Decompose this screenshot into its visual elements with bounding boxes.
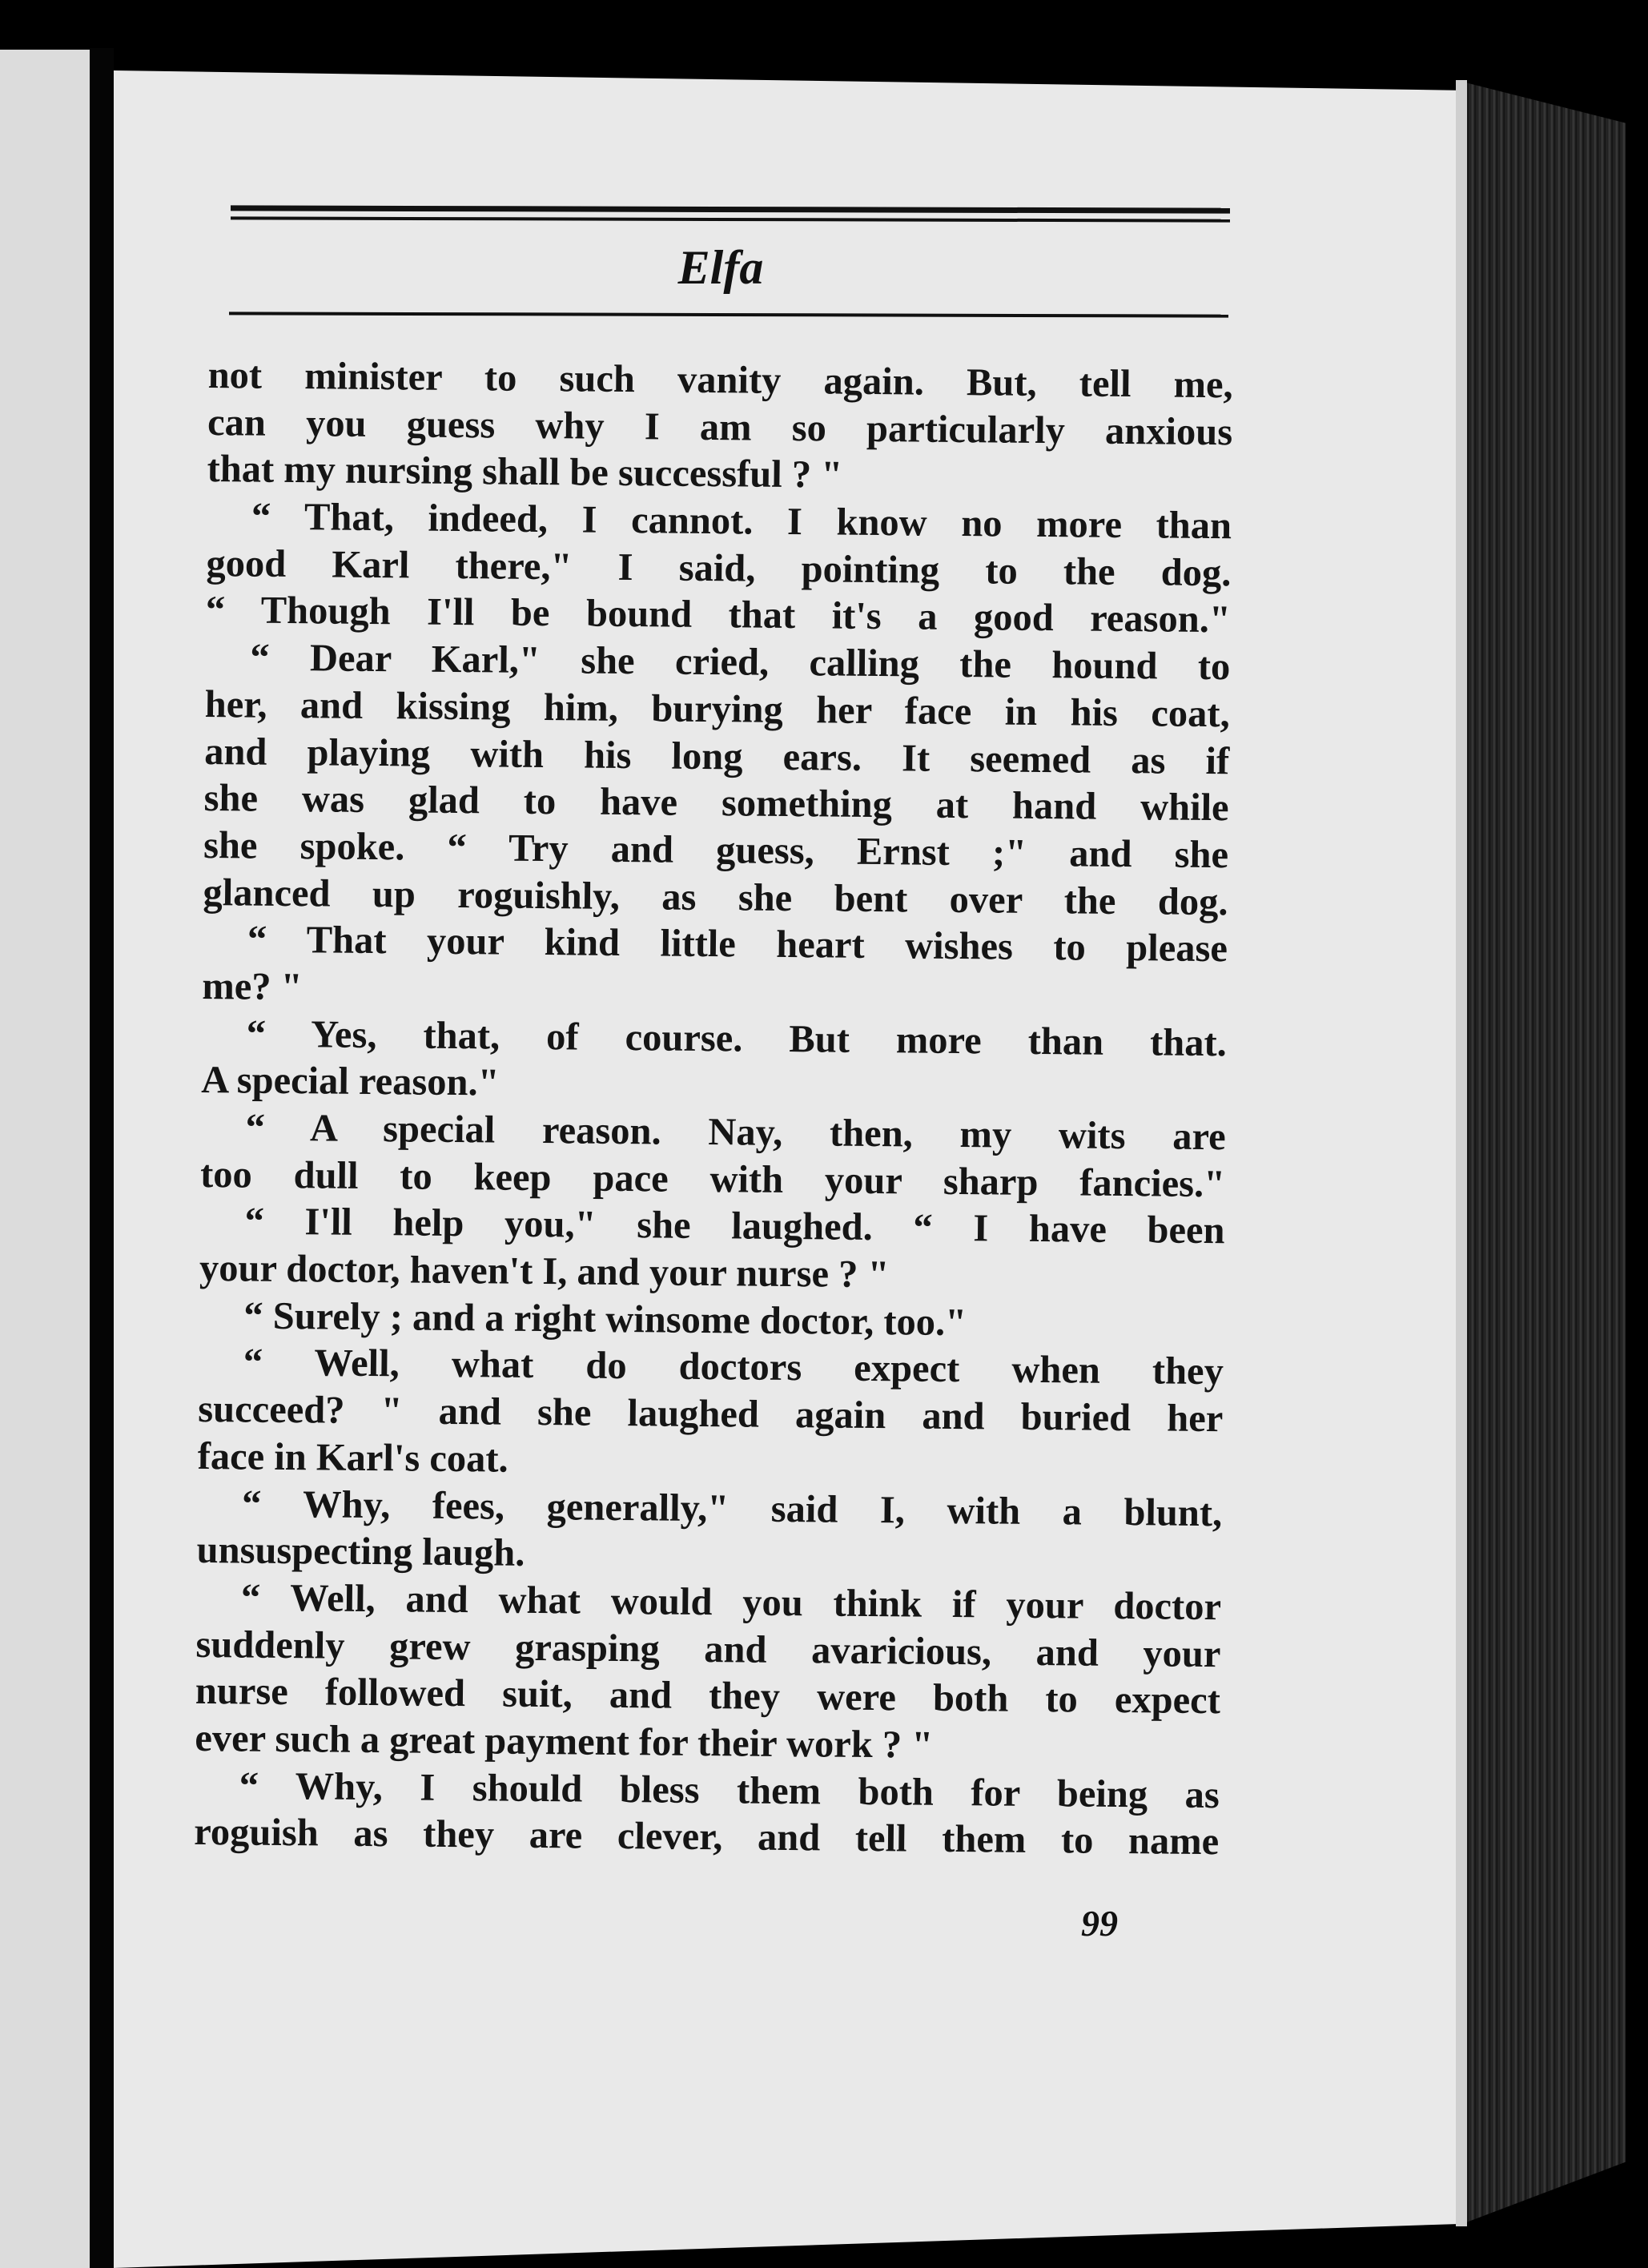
text-line: “ Though I'll be bound that it's a good reason." <box>205 589 1232 641</box>
text-line: unsuspecting laugh. <box>196 1529 525 1575</box>
text-line: “ Well, and what would you think if your doctor <box>240 1576 1222 1629</box>
text-line: A special reason." <box>201 1059 500 1104</box>
text-line: “ Why, I should bless them both for being as <box>239 1764 1220 1816</box>
text-line: “ That your kind little heart wishes to please <box>247 918 1228 971</box>
text-line: face in Karl's coat. <box>197 1434 508 1481</box>
running-head: Elfa <box>677 241 764 294</box>
text-line: “ A special reason. Nay, then, my wits are <box>245 1106 1226 1159</box>
book-gutter <box>90 48 114 2268</box>
text-line: glanced up roguishly, as she bent over the dog. <box>203 871 1228 923</box>
text-line: she spoke. “ Try and guess, Ernst ;" and she <box>203 823 1229 877</box>
previous-page-edge <box>0 50 94 2268</box>
text-line: roguish as they are clever, and tell them to name <box>194 1811 1220 1864</box>
text-line: “ That, indeed, I cannot. I know no more than <box>251 495 1232 548</box>
text-line: good Karl there," I said, pointing to the dog. <box>206 541 1232 595</box>
text-line: can you guess why I am so particularly anxious <box>207 400 1233 453</box>
text-line: her, and kissing him, burying her face in his coat, <box>204 682 1230 736</box>
page-stack-edges <box>1456 80 1626 2226</box>
text-line: “ Well, what do doctors expect when they <box>243 1341 1224 1393</box>
text-line: your doctor, haven't I, and your nurse ? " <box>199 1247 890 1297</box>
text-line: that my nursing shall be successful ? " <box>207 448 843 497</box>
text-line: she was glad to have something at hand while <box>203 777 1229 830</box>
text-line: me? " <box>202 964 303 1009</box>
text-line: nurse followed suit, and they were both to expect <box>195 1670 1221 1723</box>
text-line: not minister to such vanity again. But, tell me, <box>207 353 1233 407</box>
text-line: suddenly grew grasping and avaricious, and your <box>195 1623 1221 1675</box>
text-line: ever such a great payment for their work ? " <box>195 1716 934 1767</box>
page-edge-highlight <box>1456 80 1467 2226</box>
text-line: “ Dear Karl," she cried, calling the hound to <box>250 636 1231 689</box>
text-line: “ Yes, that, of course. But more than that. <box>246 1012 1228 1064</box>
text-line: “ Surely ; and a right winsome doctor, too." <box>243 1294 967 1344</box>
text-line: “ Why, fees, generally," said I, with a blunt, <box>241 1482 1223 1534</box>
text-line: succeed? " and she laughed again and buried her <box>198 1388 1224 1441</box>
body-text <box>194 352 1233 1866</box>
page-number: 99 <box>1081 1903 1118 1944</box>
text-line: too dull to keep pace with your sharp fancies." <box>199 1152 1226 1205</box>
text-line: “ I'll help you," she laughed. “ I have been <box>244 1200 1225 1253</box>
text-line: and playing with his long ears. It seemed as if <box>203 730 1230 782</box>
